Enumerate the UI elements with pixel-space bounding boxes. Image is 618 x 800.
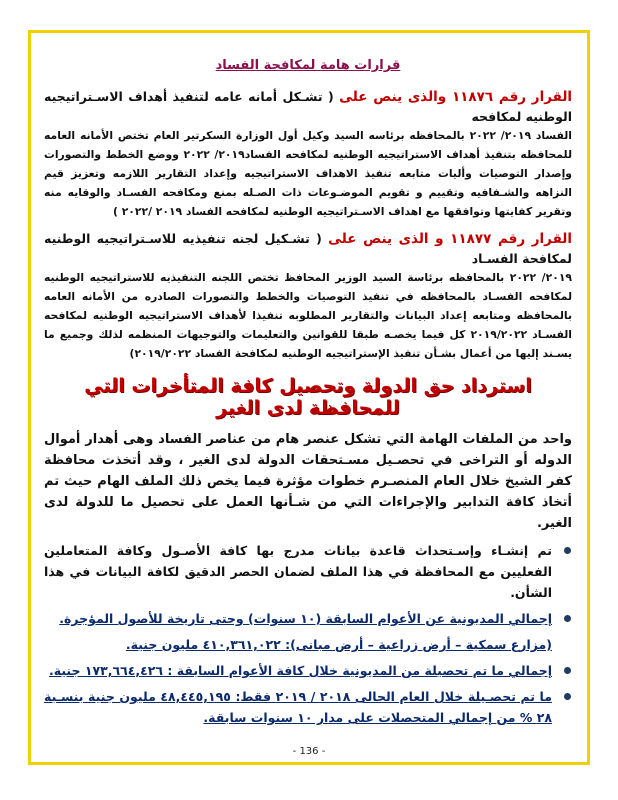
decision-2-body: ٢٠١٩/ ٢٠٢٢ بالمحافظه برئاسة السيد الوزير المحافظ تختص اللجنه التنفيذيه للاستراتيجيه الوطنيه لمكافحه الفسـاد بالمحافظه في تنفيذ التوصيات والخطط والتصورات الصادره من الأمانه العامه بالمحافظه ومتابعه إعداد البيانات والتقارير المطلوبه تنفيذا لأهداف الاستراتيجيه الوطنيه لمكافحه الفسـاد ٢٠١٩/٢٠٢٢ كل فيما يخصـه طبقا للقوانين والتعليمات والتوجيهات المنظمه لذلك وجميع ما يسـند إليها من أعمال بشـأن تنفيذ الإستراتيجيه الوطنيه لمكافحة الفساد ٢٠١٩/٢٠٢٢) [44,271,573,360]
bullet-2-text: إجمالي المديونية عن الأعوام السابقة (١٠ سنوات) وحتى تاريخة للأصول المؤجرة. [59,611,552,626]
bullet-dot-icon [564,615,571,622]
decision-block-1 [44,87,572,221]
list-item [44,540,556,603]
decision-1-heading: القرار رقم ١١٨٧٦ والذى ينص على [339,89,573,105]
bullet-list-continued [44,660,572,728]
page-number: - 136 - [292,746,326,757]
document-body [44,42,572,733]
decision-block-2 [44,229,572,363]
intro-paragraph: واحد من الملفات الهامة التي تشكل عنصر هام من عناصر الفساد وهى أهدار أموال الدوله أو التراخى في تحصـيل مسـتحقات الدولة لدى الغير ، وقد أتخذت محافظة كفر الشيخ خلال العام المنصـرم خطوات مؤثرة فيما يخص ذلك الملف الهام حيث تم أتخاذ كافة التدابير والإجراءات التي من شـأنها العمل على تحصيل ما للدولة لدى الغير. [44,432,572,531]
list-item [44,660,556,681]
bullet-3-text: إجمالي ما تم تحصيلة من المديونية خلال كافة الأعوام السابقة : ١٧٣,٦٦٤,٤٢٦ جنية. [48,663,552,678]
decision-2-heading: القرار رقم ١١٨٧٧ و الذى ينص على [328,231,572,247]
bullet-list [44,540,572,629]
decision-1-header [44,87,572,126]
decision-2-lead: ( تشـكيل لجنه تنفيذيه للاسـتراتيجيه الوطنيه لمكافحة الفسـاد [44,231,572,266]
list-item [44,686,556,728]
bullet-dot-icon [564,693,571,700]
list-item [44,608,556,629]
bullet-4-text: ما تم تحصـيلة خلال العام الحالى ٢٠١٨ / ٢٠١٩ فقط: ٤٨,٤٤٥,١٩٥ مليون جنية بنسـبة ٢٨ % من إجمالي المتحصلات على مدار ١٠ سنوات سابقة. [44,689,552,725]
page-title: قرارات هامة لمكافحة الفساد [215,58,401,73]
decision-2-header [44,229,572,268]
bullet-1-text: تم إنشـاء وإسـتحداث قاعدة بيانات مدرج بها كافة الأصـول وكافة المتعاملين الفعليين مع المحافظة في هذا الملف لضمان الحصر الدقيق لكافة البيانات في هذا الشأن. [44,543,552,600]
section-heading: استرداد حق الدولة وتحصيل كافة المتأخرات التي للمحافظة لدى الغير [84,375,532,419]
decision-1-lead: ( تشـكل أمانه عامه لتنفيذ أهداف الاسـتراتيجيه الوطنيه لمكافحه [44,89,572,124]
bullet-dot-icon [564,667,571,674]
bullet-dot-icon [564,547,571,554]
decision-1-body: الفساد ٢٠١٩/ ٢٠٢٢ بالمحافظه برئاسه السيد وكيل أول الوزارة السكرتير العام تختص الأمانه العامه للمحافظه بتنفيذ أهداف الاستراتيجيه الوطنيه لمكافحه الفساد٢٠١٩/ ٢٠٢٢ ووضع الخطط والتصورات وإصدار التوصيات وأليات متابعه تنفيذ الاهداف الاستراتيجيه وإعداد التقارير اللازمه وتعزيز قيم النزاهه والشـفافيه وتقييم و تقويم الموضـوعات ذات الصـله بمنع ومكافحه الفسـاد والوقايه منه وتقرير كفايتها وتوافقها مع اهداف الاسـتراتيجيه الوطنيه لمكافحه الفساد ٢٠١٩ /٢٠٢٢ ) [44,129,573,218]
bullet-2-subline: (مزارع سمكية – أرض زراعية – أرض مبانى): ٤١٠,٣٦١,٠٢٢ مليون جنية. [125,637,552,652]
